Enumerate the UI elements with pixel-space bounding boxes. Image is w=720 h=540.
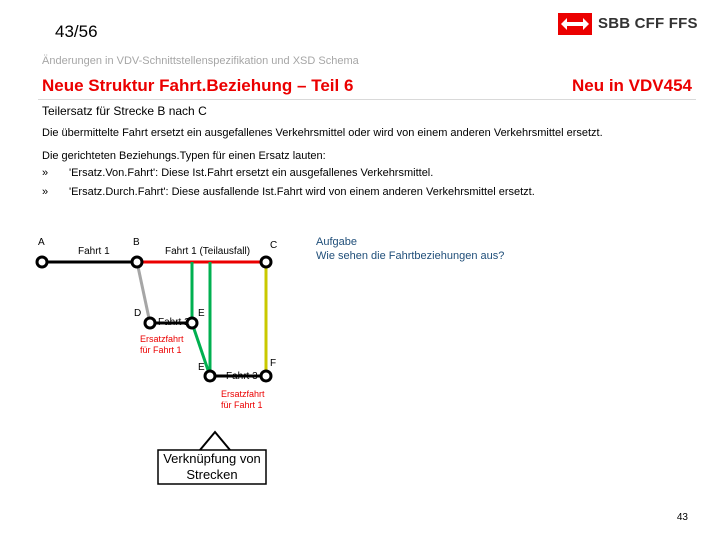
slide-title: Neue Struktur Fahrt.Beziehung – Teil 6 — [42, 76, 354, 95]
version-tag: Neu in VDV454 — [572, 76, 692, 95]
stop-d-node — [145, 318, 155, 328]
trip-fahrt3-label: Fahrt 3 — [226, 371, 258, 382]
callout-text: Verknüpfung von Strecken — [163, 451, 261, 482]
bullet-marker: » — [42, 186, 49, 198]
page-counter: 43/56 — [55, 22, 98, 41]
task-question: Wie sehen die Fahrtbeziehungen aus? — [316, 250, 505, 262]
sbb-logo-text: SBB CFF FFS — [598, 15, 698, 32]
stop-b-label: B — [133, 237, 140, 248]
bullet-marker: » — [42, 167, 49, 179]
paragraph-description: Die übermittelte Fahrt ersetzt ein ausgefallenes Verkehrsmittel oder wird von einem anderen Verkehrsmittel ersetzt. — [42, 127, 603, 139]
stop-a-node — [37, 257, 47, 267]
replacement-label-1-line1: Ersatzfahrt — [140, 334, 184, 344]
footer-page-number: 43 — [676, 512, 688, 523]
replacement-label-2-line1: Ersatzfahrt — [221, 389, 265, 399]
stop-d-label: D — [134, 308, 142, 319]
replacement-label-1 — [140, 334, 184, 356]
stop-c-node — [261, 257, 271, 267]
bullet-text: 'Ersatz.Von.Fahrt': Diese Ist.Fahrt ersetzt ein ausgefallenes Verkehrsmittel. — [69, 167, 434, 179]
replacement-label-2 — [221, 389, 265, 411]
stop-c-label: C — [270, 240, 278, 251]
replacement-label-1-line2: für Fahrt 1 — [140, 345, 182, 355]
slide-subtitle: Änderungen in VDV-Schnittstellenspezifikation und XSD Schema — [42, 55, 359, 67]
bullet-text: 'Ersatz.Durch.Fahrt': Diese ausfallende Ist.Fahrt wird von einem anderen Verkehrsmittel ersetzt. — [69, 186, 535, 198]
stop-f-node — [261, 371, 271, 381]
stop-a-label: A — [38, 237, 45, 248]
stop-e-label-1: E — [198, 308, 205, 319]
trip-fahrt1-label: Fahrt 1 — [78, 246, 110, 257]
task-heading: Aufgabe — [316, 236, 357, 248]
stop-f-label: F — [270, 358, 277, 369]
replacement-label-2-line2: für Fahrt 1 — [221, 400, 263, 410]
stop-e-node-2 — [205, 371, 215, 381]
paragraph-types-intro: Die gerichteten Beziehungs.Typen für einen Ersatz lauten: — [42, 150, 326, 162]
trip-fahrt2-label: Fahrt 2 — [158, 317, 190, 328]
stop-b-node — [132, 257, 142, 267]
trip-fahrt1-partial-label: Fahrt 1 (Teilausfall) — [165, 246, 251, 257]
section-title: Teilersatz für Strecke B nach C — [42, 104, 207, 118]
stop-e-label-2: E — [198, 362, 205, 373]
callout-arrow-icon — [200, 432, 230, 450]
